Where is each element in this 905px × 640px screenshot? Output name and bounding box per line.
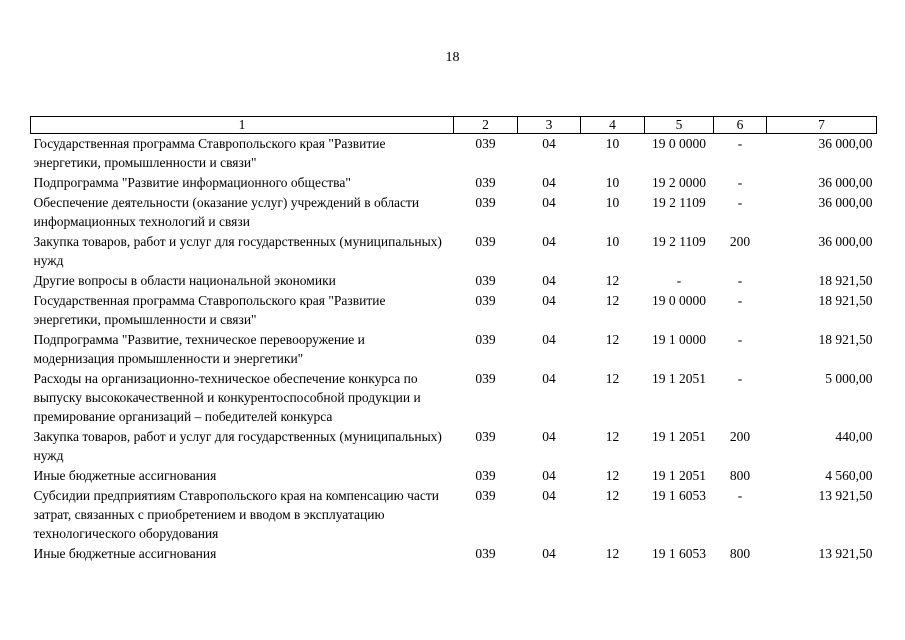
table-row (31, 369, 877, 427)
row-expense-type: - (737, 195, 743, 210)
row-section-code: 04 (542, 273, 556, 288)
table-row (31, 486, 877, 544)
table-row (31, 427, 877, 466)
row-expense-type: - (737, 293, 743, 308)
row-amount: 36 000,00 (818, 234, 873, 249)
header-col-7: 7 (767, 117, 877, 134)
table-row (31, 134, 877, 174)
row-amount: 18 921,50 (818, 293, 873, 308)
row-ministry-code: 039 (475, 234, 496, 249)
budget-table (30, 116, 877, 564)
row-ministry-code: 039 (475, 332, 496, 347)
row-name: Расходы на организационно-техническое обеспечение конкурса по выпуску высококачественной и конкурентоспособной продукции и премирование организаций – победителей конкурса (33, 371, 421, 424)
row-expense-type: 800 (729, 546, 751, 561)
table-header-row (31, 117, 877, 134)
row-amount: 5 000,00 (825, 371, 873, 386)
table-row (31, 232, 877, 271)
row-ministry-code: 039 (475, 429, 496, 444)
row-section-code: 04 (542, 488, 556, 503)
header-col-1: 1 (31, 117, 454, 134)
header-col-4: 4 (581, 117, 645, 134)
row-target-code: 19 2 1109 (652, 195, 706, 210)
row-section-code: 04 (542, 136, 556, 151)
row-target-code: 19 1 6053 (652, 488, 706, 503)
row-amount: 36 000,00 (818, 195, 873, 210)
row-ministry-code: 039 (475, 175, 496, 190)
row-expense-type: - (737, 332, 743, 347)
row-name: Иные бюджетные ассигнования (33, 468, 217, 483)
header-col-5: 5 (645, 117, 714, 134)
row-ministry-code: 039 (475, 293, 496, 308)
table-row (31, 173, 877, 193)
row-name: Государственная программа Ставропольского края "Развитие энергетики, промышленности и связи" (33, 136, 386, 170)
row-name: Другие вопросы в области национальной экономики (33, 273, 336, 288)
row-name: Обеспечение деятельности (оказание услуг) учреждений в области информационных технологий и связи (33, 195, 420, 229)
table-row (31, 291, 877, 330)
row-subsection-code: 12 (605, 429, 620, 444)
table-row (31, 271, 877, 291)
header-col-3: 3 (518, 117, 581, 134)
row-section-code: 04 (542, 546, 556, 561)
table-row (31, 330, 877, 369)
row-amount: 13 921,50 (818, 546, 873, 561)
row-expense-type: - (737, 488, 743, 503)
row-target-code: 19 1 2051 (652, 371, 706, 386)
row-subsection-code: 12 (605, 293, 620, 308)
row-amount: 36 000,00 (818, 136, 873, 151)
row-section-code: 04 (542, 371, 556, 386)
row-subsection-code: 12 (605, 488, 620, 503)
row-subsection-code: 10 (605, 234, 620, 249)
row-subsection-code: 10 (605, 195, 620, 210)
row-section-code: 04 (542, 332, 556, 347)
row-section-code: 04 (542, 195, 556, 210)
row-section-code: 04 (542, 429, 556, 444)
row-target-code: - (676, 273, 682, 288)
row-subsection-code: 12 (605, 332, 620, 347)
table-body (31, 134, 877, 565)
row-expense-type: 200 (729, 429, 751, 444)
row-amount: 18 921,50 (818, 273, 873, 288)
row-section-code: 04 (542, 175, 556, 190)
row-target-code: 19 0 0000 (652, 293, 706, 308)
row-ministry-code: 039 (475, 488, 496, 503)
page-number: 18 (445, 50, 460, 65)
row-expense-type: 800 (729, 468, 751, 483)
row-amount: 4 560,00 (825, 468, 873, 483)
row-amount: 18 921,50 (818, 332, 873, 347)
table-row (31, 544, 877, 564)
row-expense-type: - (737, 273, 743, 288)
row-subsection-code: 10 (605, 136, 620, 151)
header-col-2: 2 (454, 117, 518, 134)
row-target-code: 19 0 0000 (652, 136, 706, 151)
row-subsection-code: 12 (605, 273, 620, 288)
row-name: Государственная программа Ставропольского края "Развитие энергетики, промышленности и связи" (33, 293, 386, 327)
row-expense-type: - (737, 371, 743, 386)
row-target-code: 19 1 2051 (652, 429, 706, 444)
row-subsection-code: 10 (605, 175, 620, 190)
row-name: Закупка товаров, работ и услуг для государственных (муниципальных) нужд (33, 234, 442, 268)
row-target-code: 19 2 0000 (652, 175, 706, 190)
row-amount: 36 000,00 (818, 175, 873, 190)
row-ministry-code: 039 (475, 371, 496, 386)
row-ministry-code: 039 (475, 468, 496, 483)
row-subsection-code: 12 (605, 371, 620, 386)
row-expense-type: - (737, 175, 743, 190)
row-subsection-code: 12 (605, 546, 620, 561)
row-amount: 13 921,50 (818, 488, 873, 503)
row-amount: 440,00 (835, 429, 873, 444)
row-target-code: 19 2 1109 (652, 234, 706, 249)
row-name: Подпрограмма "Развитие, техническое перевооружение и модернизация промышленности и энергетики" (33, 332, 365, 366)
row-name: Иные бюджетные ассигнования (33, 546, 217, 561)
row-ministry-code: 039 (475, 136, 496, 151)
row-target-code: 19 1 2051 (652, 468, 706, 483)
table-row (31, 466, 877, 486)
row-name: Подпрограмма "Развитие информационного общества" (33, 175, 351, 190)
row-target-code: 19 1 0000 (652, 332, 706, 347)
row-name: Субсидии предприятиям Ставропольского края на компенсацию части затрат, связанных с приобретением и вводом в эксплуатацию технологического оборудования (33, 488, 440, 541)
row-ministry-code: 039 (475, 195, 496, 210)
row-section-code: 04 (542, 468, 556, 483)
row-ministry-code: 039 (475, 273, 496, 288)
row-section-code: 04 (542, 293, 556, 308)
row-expense-type: 200 (729, 234, 751, 249)
table-row (31, 193, 877, 232)
row-ministry-code: 039 (475, 546, 496, 561)
row-section-code: 04 (542, 234, 556, 249)
row-subsection-code: 12 (605, 468, 620, 483)
row-target-code: 19 1 6053 (652, 546, 706, 561)
header-col-6: 6 (714, 117, 767, 134)
row-name: Закупка товаров, работ и услуг для государственных (муниципальных) нужд (33, 429, 442, 463)
row-expense-type: - (737, 136, 743, 151)
